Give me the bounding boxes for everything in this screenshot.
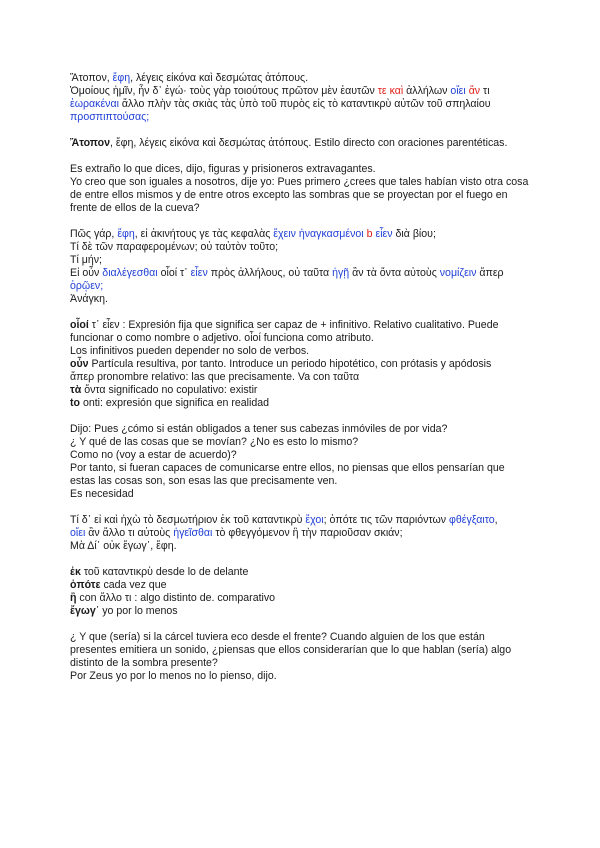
note-text: ᾽ yo por lo menos: [95, 605, 178, 617]
translation-line: Es extraño lo que dices, dijo, figuras y prisioneros extravagantes.: [70, 163, 376, 175]
greek-text: Πῶς γάρ,: [70, 228, 118, 240]
highlighted-word: ἔφη: [117, 228, 135, 240]
document-page: [70, 72, 530, 683]
text-line: [70, 72, 530, 85]
greek-text: πρὸς ἀλλήλους, οὐ ταῦτα: [207, 267, 333, 279]
greek-text: ἀλλήλων: [403, 85, 451, 97]
highlighted-word: τε καὶ: [377, 85, 404, 97]
highlighted-word: ἔχοι: [305, 514, 324, 526]
note-text: τοῦ καταντικρὺ desde lo de delante: [80, 566, 249, 578]
translation-line: Yo creo que son iguales a nosotros, dije yo: Pues primero ¿crees que tales habían visto otra cosa de entre ellos mismos y de entre otros excepto las sombras que se proyectan por el fuego en frente de ellos de la cueva?: [70, 176, 529, 214]
translation-line: Por Zeus yo por lo menos no lo pienso, dijo.: [70, 670, 277, 682]
greek-passage-2: [70, 228, 530, 306]
highlighted-word: ἔφη: [112, 72, 131, 84]
highlighted-word: εἶεν: [372, 228, 393, 240]
greek-text: ,: [494, 514, 498, 526]
text-line: Τί δὲ τῶν παραφερομένων; οὐ ταὐτὸν τοῦτο;: [70, 241, 279, 253]
bold-term: to: [70, 397, 80, 409]
greek-text: Ὁμοίους ἡμῖν, ἦν δ᾽ ἐγώ· τοὺς γὰρ τοιούτους πρῶτον μὲν ἑαυτῶν: [70, 85, 378, 97]
translation-3: [70, 631, 530, 683]
greek-text: ἂν ἄλλο τι αὐτοὺς: [85, 527, 174, 539]
highlighted-word: ἄν: [468, 85, 481, 97]
highlighted-word: διαλέγεσθαι: [102, 267, 158, 279]
note-line: [70, 592, 530, 605]
text-line: προσπιπτούσας;: [70, 111, 150, 123]
text-line: ὁρῷεν;: [70, 280, 104, 292]
note-line: [70, 319, 530, 345]
highlighted-word: φθέγξαιτο: [449, 514, 495, 526]
highlighted-word: οἴει: [70, 527, 86, 539]
translation-line: ¿ Y qué de las cosas que se movían? ¿No es esto lo mismo?: [70, 436, 359, 448]
translation-line: ¿ Y que (sería) si la cárcel tuviera eco desde el frente? Cuando alguien de los que están presentes emitiera un sonido, ¿piensas que ellos considerarían que lo que hablan (sería) algo distinto de la sombra presente?: [70, 631, 512, 669]
greek-text: ἅπερ: [476, 267, 504, 279]
translation-line: Por tanto, si fueran capaces de comunicarse entre ellos, no piensas que ellos pensarían que estas las cosas son, son esas las que precisamente ven.: [70, 462, 505, 487]
greek-passage-1: [70, 72, 530, 124]
note-text: onti: expresión que significa en realidad: [80, 397, 270, 409]
bold-term: τὰ: [70, 384, 82, 396]
text-line: [70, 85, 530, 98]
note-line: [70, 566, 530, 579]
note-line: [70, 579, 530, 592]
highlighted-word: ἡγεῖσθαι: [173, 527, 213, 539]
bold-term: Ἄτοπον: [70, 137, 110, 149]
greek-text: Εἰ οὖν: [70, 267, 103, 279]
note-line: [70, 397, 530, 410]
greek-text: διὰ βίου;: [392, 228, 436, 240]
bold-term: οὖν: [70, 358, 89, 370]
translation-2: [70, 423, 530, 501]
translation-line: Es necesidad: [70, 488, 134, 500]
note-line: [70, 358, 530, 371]
greek-text: , εἰ ἀκινήτους γε τὰς κεφαλὰς: [134, 228, 274, 240]
translation-line: Como no (voy a estar de acuerdo)?: [70, 449, 237, 461]
highlighted-word: ἔχειν ἠναγκασμένοι: [273, 228, 364, 240]
note-text: ὄντα significado no copulativo: existir: [81, 384, 258, 396]
text-line: Μὰ Δί᾽ οὐκ ἔγωγ᾽, ἔφη.: [70, 540, 177, 552]
note-paragraph: [70, 137, 530, 150]
text-line: [70, 228, 530, 241]
note-line: ἅπερ pronombre relativo: las que precisamente. Va con ταῦτα: [70, 371, 360, 383]
grammar-notes-1: [70, 319, 530, 410]
note-text: , ἔφη, λέγεις εἰκόνα καὶ δεσμώτας ἀτόπους. Estilo directo con oraciones parentéticas.: [110, 137, 508, 149]
greek-text: τι: [480, 85, 490, 97]
text-line: Τί μήν;: [70, 254, 103, 266]
greek-text: ; ὁπότε τις τῶν παριόντων: [323, 514, 449, 526]
greek-text: Ἄτοπον,: [70, 72, 113, 84]
greek-text: οἷοί τ᾽: [157, 267, 191, 279]
note-text: cada vez que: [100, 579, 167, 591]
highlighted-word: ἑωρακέναι: [70, 98, 119, 110]
text-line: [70, 514, 530, 527]
text-line: [70, 527, 530, 540]
text-line: [70, 267, 530, 280]
greek-text: τὸ φθεγγόμενον ἢ τὴν παριοῦσαν σκιάν;: [212, 527, 403, 539]
note-line: [70, 384, 530, 397]
grammar-notes-2: [70, 566, 530, 618]
note-line: [70, 605, 530, 618]
bold-term: οἷοί: [70, 319, 89, 331]
note-text: τ᾽ εἶεν : Expresión fija que significa ser capaz de + infinitivo. Relativo cualitativo. Puede funcionar o como nombre o adjetivo. οἷοί funciona como atributo.: [70, 319, 499, 344]
greek-text: Τί δ᾽ εἰ καὶ ἠχὼ τὸ δεσμωτήριον ἐκ τοῦ καταντικρὺ: [70, 514, 306, 526]
text-line: Ἀνάγκη.: [70, 293, 108, 305]
bold-term: ἢ: [70, 592, 77, 604]
note-text: Partícula resultiva, por tanto. Introduce un periodo hipotético, con prótasis y apódosis: [88, 358, 492, 370]
translation-line: Dijo: Pues ¿cómo si están obligados a tener sus cabezas inmóviles de por vida?: [70, 423, 448, 435]
note-line: Los infinitivos pueden depender no solo de verbos.: [70, 345, 310, 357]
greek-text: ἂν τὰ ὄντα αὐτοὺς: [349, 267, 440, 279]
note-text: con ἄλλο τι : algo distinto de. comparativo: [76, 592, 276, 604]
highlighted-word: εἶεν: [190, 267, 208, 279]
greek-passage-3: [70, 514, 530, 553]
highlighted-word: νομίζειν: [439, 267, 477, 279]
highlighted-word: οἴει: [450, 85, 469, 97]
bold-term: ἐκ: [70, 566, 81, 578]
bold-term: ἔγωγ: [70, 605, 96, 617]
greek-text: ἄλλο πλὴν τὰς σκιὰς τὰς ὑπὸ τοῦ πυρὸς εἰς τὸ καταντικρὺ αὐτῶν τοῦ σπηλαίου: [118, 98, 491, 110]
note-marker: b: [366, 228, 373, 240]
text-line: [70, 98, 530, 111]
bold-term: ὁπότε: [70, 579, 101, 591]
highlighted-word: ἡγῇ: [332, 267, 350, 279]
greek-text: , λέγεις εἰκόνα καὶ δεσμώτας ἀτόπους.: [130, 72, 309, 84]
